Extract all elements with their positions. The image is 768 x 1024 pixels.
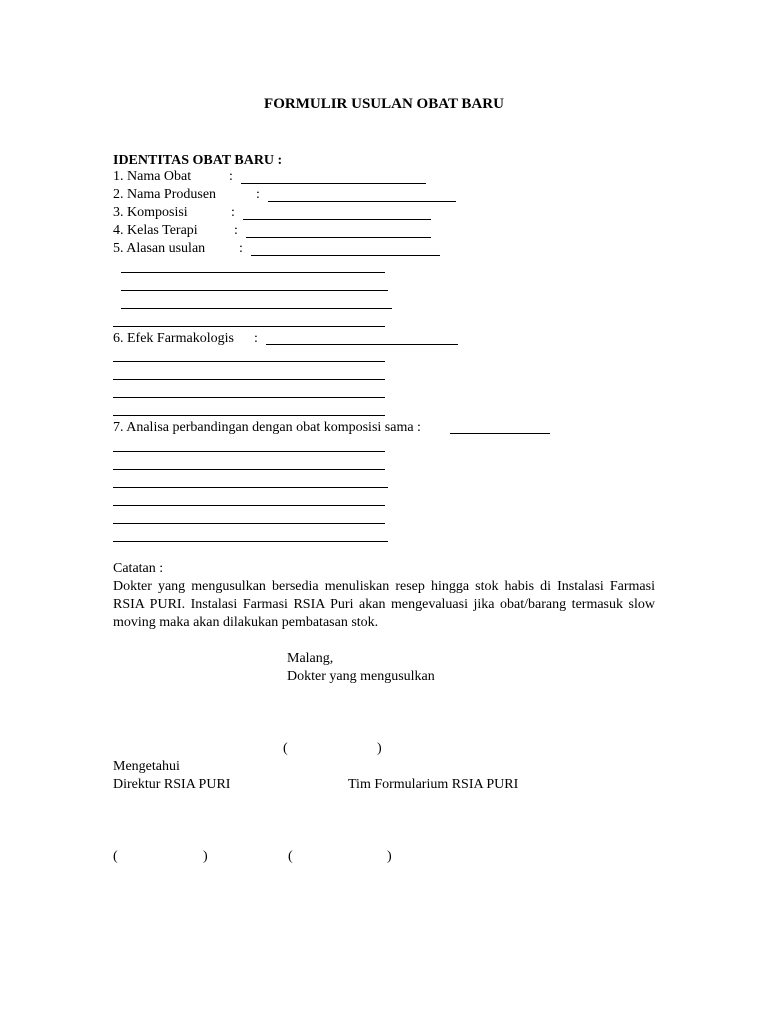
field-colon: : — [254, 331, 258, 346]
field-input-nama-produsen[interactable] — [268, 201, 456, 202]
signature-close-paren: ) — [387, 849, 392, 864]
field-label-kelas-terapi: 4. Kelas Terapi — [113, 223, 198, 238]
blank-line[interactable] — [113, 361, 385, 362]
field-colon: : — [234, 223, 238, 238]
signature-open-paren: ( — [113, 849, 118, 864]
signature-close-paren: ) — [203, 849, 208, 864]
blank-line[interactable] — [121, 272, 385, 273]
blank-line[interactable] — [113, 523, 385, 524]
field-input-komposisi[interactable] — [243, 219, 431, 220]
blank-line[interactable] — [113, 326, 385, 327]
field-input-nama-obat[interactable] — [241, 183, 426, 184]
field-input-kelas-terapi[interactable] — [246, 237, 431, 238]
blank-line[interactable] — [121, 290, 388, 291]
field-label-analisa-perbandingan: 7. Analisa perbandingan dengan obat komposisi sama : — [113, 420, 421, 435]
blank-line[interactable] — [121, 308, 392, 309]
signature-open-paren: ( — [283, 741, 288, 756]
field-input-alasan-usulan[interactable] — [251, 255, 440, 256]
section-heading: IDENTITAS OBAT BARU : — [113, 153, 283, 168]
signature-close-paren: ) — [377, 741, 382, 756]
field-label-nama-obat: 1. Nama Obat — [113, 169, 192, 184]
field-colon: : — [231, 205, 235, 220]
blank-line[interactable] — [113, 469, 385, 470]
director-title: Direktur RSIA PURI — [113, 777, 231, 792]
field-input-efek-farmakologis[interactable] — [266, 344, 458, 345]
blank-line[interactable] — [113, 379, 385, 380]
blank-line[interactable] — [113, 505, 385, 506]
field-colon: : — [229, 169, 233, 184]
blank-line[interactable] — [113, 397, 385, 398]
field-input-analisa-perbandingan[interactable] — [450, 433, 550, 434]
blank-line[interactable] — [113, 541, 388, 542]
field-colon: : — [239, 241, 243, 256]
field-label-efek-farmakologis: 6. Efek Farmakologis — [113, 331, 234, 346]
blank-line[interactable] — [113, 487, 388, 488]
signature-proposer-title: Dokter yang mengusulkan — [287, 669, 435, 684]
signature-open-paren: ( — [288, 849, 293, 864]
field-label-nama-produsen: 2. Nama Produsen — [113, 187, 217, 202]
acknowledge-label: Mengetahui — [113, 759, 180, 774]
signature-place: Malang, — [287, 651, 334, 666]
notes-heading: Catatan : — [113, 561, 164, 576]
team-title: Tim Formularium RSIA PURI — [348, 777, 519, 792]
field-colon: : — [256, 187, 260, 202]
page-title: FORMULIR USULAN OBAT BARU — [264, 96, 504, 112]
field-label-komposisi: 3. Komposisi — [113, 205, 188, 220]
blank-line[interactable] — [113, 415, 385, 416]
field-label-alasan-usulan: 5. Alasan usulan — [113, 241, 206, 256]
blank-line[interactable] — [113, 451, 385, 452]
notes-body: Dokter yang mengusulkan bersedia menuliskan resep hingga stok habis di Instalasi Farmasi RSIA PURI. Instalasi Farmasi RSIA Puri akan mengevaluasi jika obat/barang termasuk slow moving maka akan dilakukan pembatasan stok. — [113, 579, 655, 630]
